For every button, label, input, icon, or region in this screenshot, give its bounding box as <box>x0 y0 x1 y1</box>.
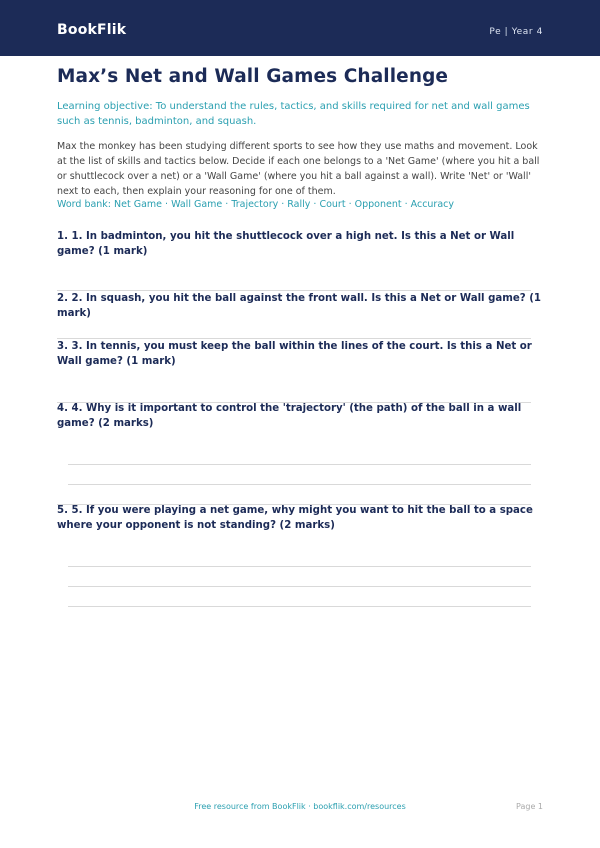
word-bank: Word bank: Net Game · Wall Game · Trajectory · Rally · Court · Opponent · Accuracy <box>57 199 455 210</box>
page-number: Page 1 <box>516 802 543 811</box>
question-4: 4. 4. Why is it important to control the 'trajectory' (the path) of the ball in a wall game? (2 marks) <box>57 403 522 429</box>
question-3: 3. 3. In tennis, you must keep the ball within the lines of the court. Is this a Net or Wall game? (1 mark) <box>57 341 532 367</box>
question-divider <box>57 290 531 291</box>
subject-year-label: Pe | Year 4 <box>489 27 543 37</box>
question-2: 2. 2. In squash, you hit the ball against the front wall. Is this a Net or Wall game? (1 mark) <box>57 293 541 319</box>
answer-line[interactable] <box>68 464 531 465</box>
answer-line[interactable] <box>68 606 531 607</box>
page-title: Max’s Net and Wall Games Challenge <box>57 66 449 87</box>
question-5: 5. 5. If you were playing a net game, why might you want to hit the ball to a space where your opponent is not standing? (2 marks) <box>57 505 533 531</box>
brand-logo: BookFlik <box>57 22 127 38</box>
answer-line[interactable] <box>68 586 531 587</box>
intro-text: Max the monkey has been studying different sports to see how they use maths and movement. Look at the list of skills and tactics below. Decide if each one belongs to a 'Net Game' (where you hit a ball or shuttlecock over a net) or a 'Wall Game' (where you hit a ball against a wall). Write 'Net' or 'Wall' next to each, then explain your reasoning for one of them. <box>57 141 540 197</box>
answer-line[interactable] <box>68 484 531 485</box>
question-divider <box>57 338 531 339</box>
footer-text: Free resource from BookFlik · bookflik.com/resources <box>194 802 406 811</box>
learning-objective: Learning objective: To understand the rules, tactics, and skills required for net and wall games such as tennis, badminton, and squash. <box>57 101 530 127</box>
header-bar <box>0 0 600 56</box>
answer-line[interactable] <box>68 566 531 567</box>
question-1: 1. 1. In badminton, you hit the shuttlecock over a high net. Is this a Net or Wall game? (1 mark) <box>57 231 515 257</box>
